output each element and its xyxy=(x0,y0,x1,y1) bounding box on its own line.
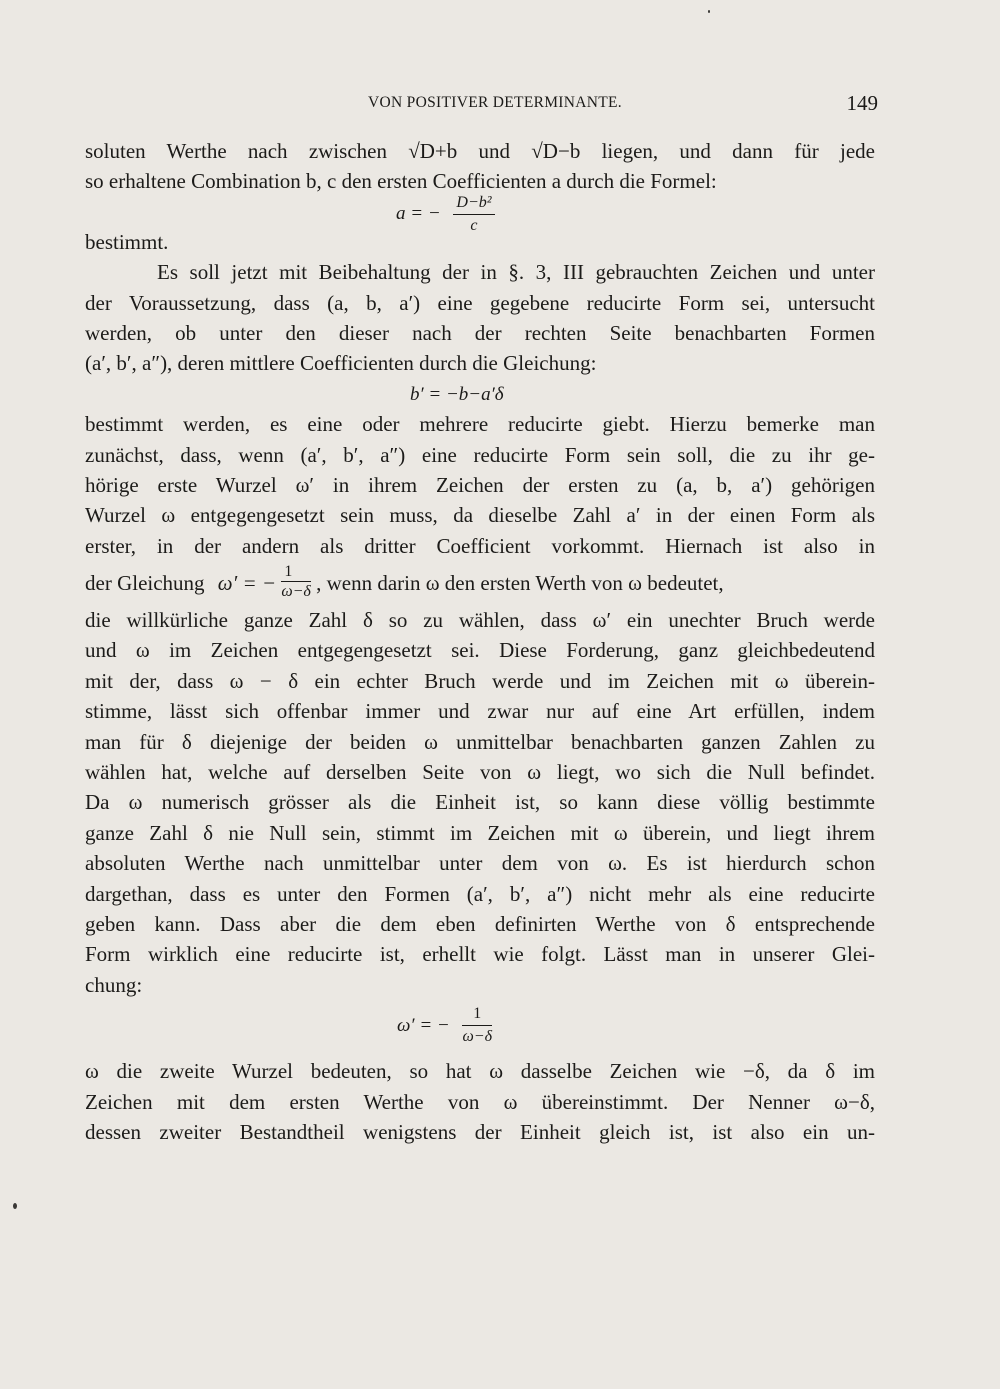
inline-fraction xyxy=(281,563,311,600)
inline-text: , wenn darin ω den ersten Werth von ω bedeutet, xyxy=(316,571,724,596)
fraction xyxy=(453,193,494,236)
text-line: hörige erste Wurzel ω′ in ihrem Zeichen der ersten zu (a, b, a′) gehörigen xyxy=(85,472,875,497)
equation-lhs: a = − xyxy=(396,203,441,225)
print-speck xyxy=(708,10,710,13)
running-title: VON POSITIVER DETERMINANTE. xyxy=(368,94,622,111)
page-number: 149 xyxy=(846,91,878,115)
text-line: dargethan, dass es unter den Formen (a′, b′, a″) nicht mehr als eine reducirte xyxy=(85,881,875,906)
text-line: ganze Zahl δ nie Null sein, stimmt im Zeichen mit ω überein, und liegt ihrem xyxy=(85,820,875,845)
text-line: man für δ diejenige der beiden ω unmittelbar benachbarten ganzen Zahlen zu xyxy=(85,729,875,754)
text-line: Es soll jetzt mit Beibehaltung der in §. 3, III gebrauchten Zeichen und unter xyxy=(157,260,875,285)
equation-omega-prime xyxy=(85,1000,875,1056)
equation-lhs: ω′ = − xyxy=(397,1014,450,1036)
equation-text: b′ = −b−a′δ xyxy=(410,383,504,405)
fraction-denominator: c xyxy=(470,216,478,234)
running-header xyxy=(0,91,1000,120)
fraction-denominator: ω−δ xyxy=(281,583,311,601)
print-speck xyxy=(13,1203,17,1209)
fraction xyxy=(462,1004,492,1047)
body-text xyxy=(85,136,875,1147)
text-line: und ω im Zeichen entgegengesetzt sei. Diese Forderung, ganz gleichbedeutend xyxy=(85,638,875,663)
text-line: dessen zweiter Bestandtheil wenigstens der Einheit gleich ist, ist also ein un- xyxy=(85,1119,875,1144)
text-line: ω die zweite Wurzel bedeuten, so hat ω dasselbe Zeichen wie −δ, da δ im xyxy=(85,1059,875,1084)
fraction-denominator: ω−δ xyxy=(462,1028,492,1046)
text-line: so erhaltene Combination b, c den ersten Coefficienten a durch die Formel: xyxy=(85,169,717,194)
text-line: erster, in der andern als dritter Coefficient vorkommt. Hiernach ist also in xyxy=(85,533,875,558)
text-line: geben kann. Dass aber die dem eben definirten Werthe von δ entsprechende xyxy=(85,911,875,936)
text-line: Da ω numerisch grösser als die Einheit ist, so kann diese völlig bestimmte xyxy=(85,790,875,815)
text-line: absoluten Werthe nach unmittelbar unter dem von ω. Es ist hierdurch schon xyxy=(85,851,875,876)
fraction-numerator: 1 xyxy=(462,1004,492,1026)
equation-a-formula xyxy=(85,193,875,234)
fraction-numerator: 1 xyxy=(281,563,311,582)
text-line: bestimmt. xyxy=(85,229,169,254)
text-line: mit der, dass ω − δ ein echter Bruch werde und im Zeichen mit ω überein- xyxy=(85,668,875,693)
fraction-numerator: D−b² xyxy=(453,193,494,215)
text-line: wählen hat, welche auf derselben Seite von ω liegt, wo sich die Null befindet. xyxy=(85,760,875,785)
text-line: zunächst, dass, wenn (a′, b′, a″) eine reducirte Form sein soll, die zu ihr ge- xyxy=(85,442,875,467)
inline-text: der Gleichung xyxy=(85,571,205,596)
inline-equation-lhs: ω′ = − xyxy=(217,571,277,596)
text-line: der Voraussetzung, dass (a, b, a′) eine gegebene reducirte Form sei, untersucht xyxy=(85,290,875,315)
text-line: Form wirklich eine reducirte ist, erhellt wie folgt. Lässt man in unserer Glei- xyxy=(85,942,875,967)
equation-b-prime xyxy=(85,379,875,409)
text-line: chung: xyxy=(85,972,143,997)
text-line: (a′, b′, a″), deren mittlere Coefficienten durch die Gleichung: xyxy=(85,351,597,376)
text-line: Zeichen mit dem ersten Werthe von ω übereinstimmt. Der Nenner ω−δ, xyxy=(85,1089,875,1114)
text-line: stimme, lässt sich offenbar immer und zwar nur auf eine Art erfüllen, indem xyxy=(85,699,875,724)
text-line: werden, ob unter den dieser nach der rechten Seite benachbarten Formen xyxy=(85,320,875,345)
text-line-with-fraction xyxy=(85,561,875,605)
text-line: bestimmt werden, es eine oder mehrere reducirte giebt. Hierzu bemerke man xyxy=(85,412,875,437)
text-line: soluten Werthe nach zwischen √D+b und √D−b liegen, und dann für jede xyxy=(85,139,875,163)
text-line: die willkürliche ganze Zahl δ so zu wählen, dass ω′ ein unechter Bruch werde xyxy=(85,608,875,633)
text-line: Wurzel ω entgegengesetzt sein muss, da dieselbe Zahl a′ in der einen Form als xyxy=(85,503,875,528)
